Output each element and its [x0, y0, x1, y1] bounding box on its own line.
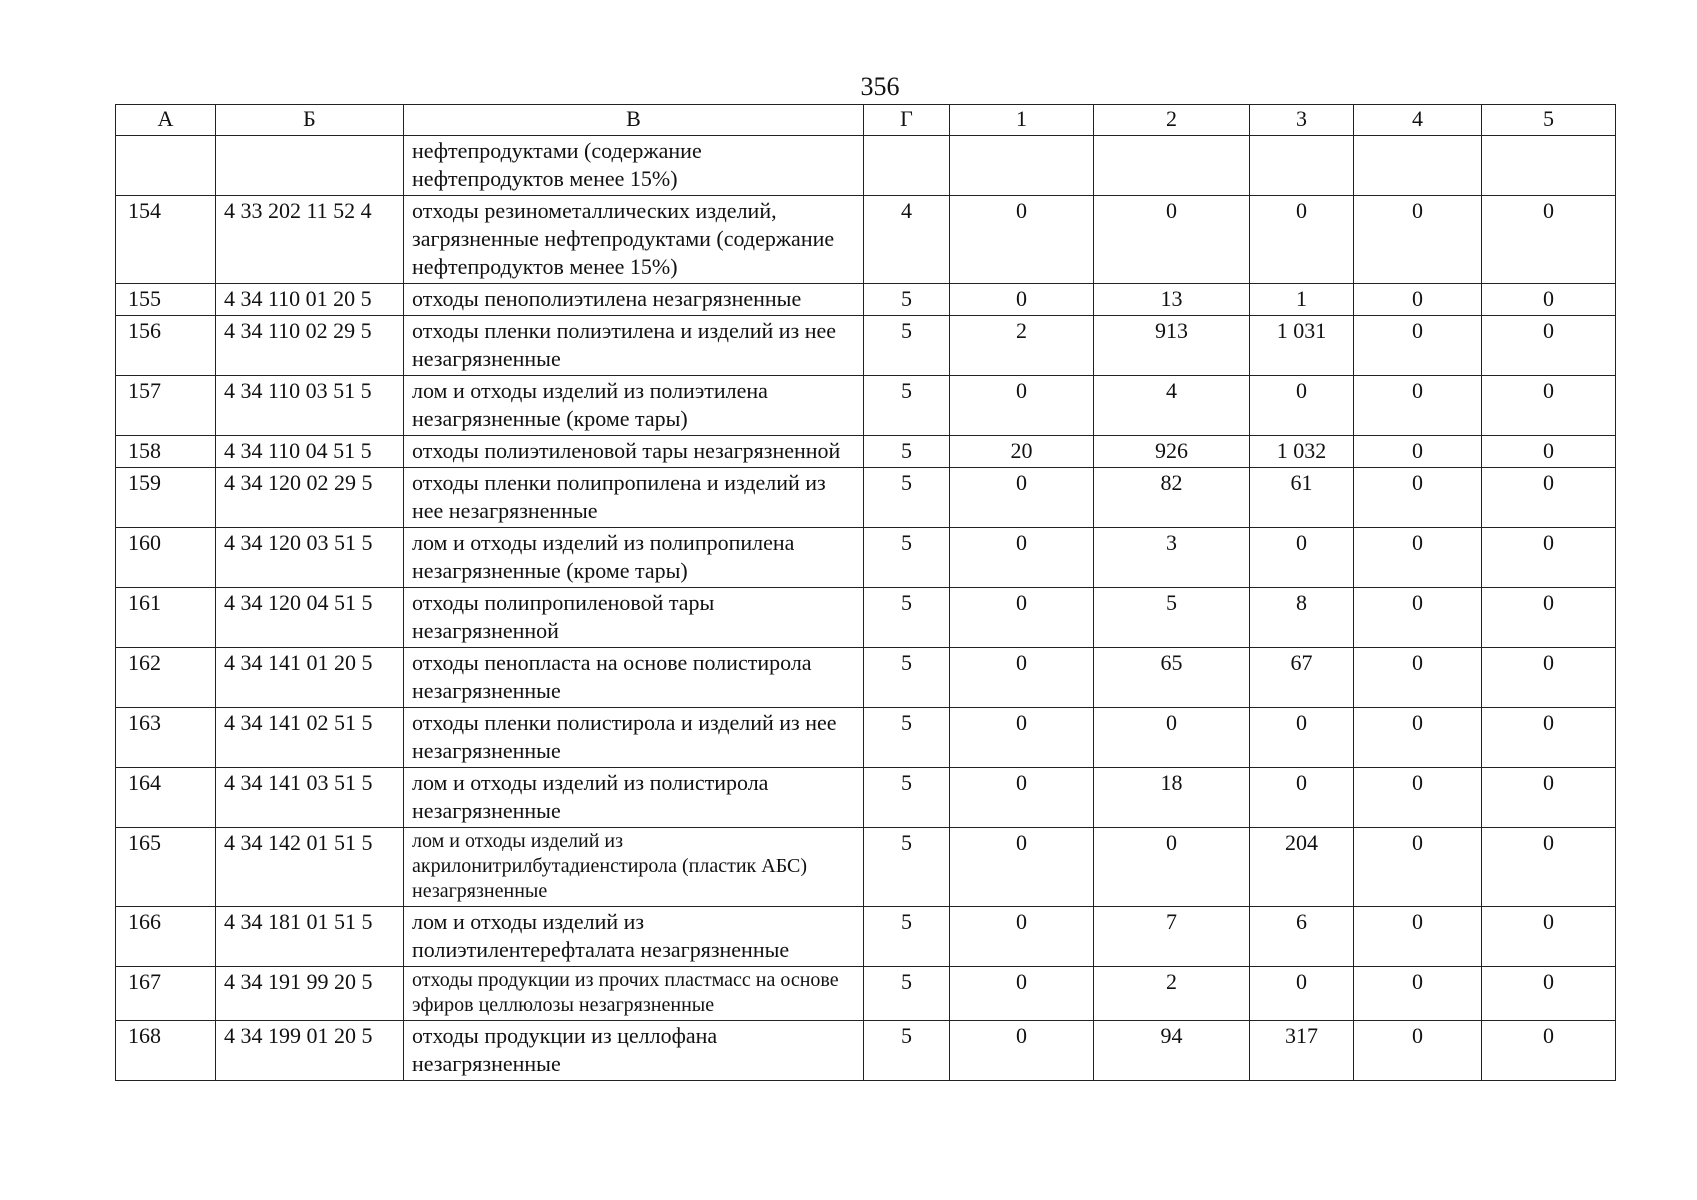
value-col-3-cell: 0	[1250, 967, 1354, 1021]
column-header: 3	[1250, 105, 1354, 136]
column-header: Г	[864, 105, 950, 136]
value-col-5-cell: 0	[1482, 588, 1616, 648]
waste-code-cell: 4 34 141 01 20 5	[216, 648, 404, 708]
hazard-class-cell: 5	[864, 907, 950, 967]
hazard-class-cell: 5	[864, 468, 950, 528]
value-col-3-cell: 1 031	[1250, 316, 1354, 376]
table-row	[116, 468, 1616, 528]
value-col-3-cell: 0	[1250, 528, 1354, 588]
value-col-3-cell: 61	[1250, 468, 1354, 528]
table-row	[116, 136, 1616, 196]
table-row	[116, 708, 1616, 768]
value-col-2-cell	[1094, 136, 1250, 196]
waste-table	[115, 104, 1616, 1081]
value-col-2-cell: 0	[1094, 708, 1250, 768]
hazard-class-cell: 5	[864, 967, 950, 1021]
value-col-3-cell: 0	[1250, 708, 1354, 768]
waste-code-cell: 4 33 202 11 52 4	[216, 196, 404, 284]
hazard-class-cell: 5	[864, 768, 950, 828]
waste-description-cell: отходы резинометаллических изделий, загрязненные нефтепродуктами (содержание нефтепродуктов менее 15%)	[404, 196, 864, 284]
hazard-class-cell: 5	[864, 1021, 950, 1081]
waste-code-cell: 4 34 191 99 20 5	[216, 967, 404, 1021]
value-col-5-cell: 0	[1482, 648, 1616, 708]
value-col-3-cell: 204	[1250, 828, 1354, 907]
value-col-5-cell: 0	[1482, 708, 1616, 768]
value-col-5-cell: 0	[1482, 284, 1616, 316]
value-col-1-cell: 0	[950, 588, 1094, 648]
value-col-3-cell: 1 032	[1250, 436, 1354, 468]
value-col-1-cell: 2	[950, 316, 1094, 376]
value-col-4-cell: 0	[1354, 828, 1482, 907]
hazard-class-cell: 5	[864, 436, 950, 468]
waste-code-cell: 4 34 110 01 20 5	[216, 284, 404, 316]
value-col-2-cell: 18	[1094, 768, 1250, 828]
value-col-3-cell: 1	[1250, 284, 1354, 316]
value-col-1-cell: 0	[950, 648, 1094, 708]
row-number-cell: 163	[116, 708, 216, 768]
table-row	[116, 768, 1616, 828]
waste-code-cell: 4 34 120 04 51 5	[216, 588, 404, 648]
waste-code-cell: 4 34 141 03 51 5	[216, 768, 404, 828]
waste-description-cell: отходы полипропиленовой тары незагрязненной	[404, 588, 864, 648]
waste-code-cell: 4 34 142 01 51 5	[216, 828, 404, 907]
row-number-cell: 168	[116, 1021, 216, 1081]
hazard-class-cell: 5	[864, 588, 950, 648]
waste-table-container	[115, 104, 1616, 1081]
value-col-2-cell: 0	[1094, 196, 1250, 284]
value-col-3-cell: 317	[1250, 1021, 1354, 1081]
value-col-4-cell: 0	[1354, 528, 1482, 588]
waste-description-cell: отходы полиэтиленовой тары незагрязненной	[404, 436, 864, 468]
value-col-4-cell: 0	[1354, 967, 1482, 1021]
value-col-2-cell: 0	[1094, 828, 1250, 907]
value-col-1-cell: 0	[950, 907, 1094, 967]
waste-description-cell: лом и отходы изделий из полиэтилентерефталата незагрязненные	[404, 907, 864, 967]
value-col-4-cell: 0	[1354, 1021, 1482, 1081]
waste-description-cell: лом и отходы изделий из полиэтилена незагрязненные (кроме тары)	[404, 376, 864, 436]
value-col-4-cell: 0	[1354, 436, 1482, 468]
table-row	[116, 907, 1616, 967]
table-row	[116, 967, 1616, 1021]
value-col-3-cell	[1250, 136, 1354, 196]
value-col-2-cell: 82	[1094, 468, 1250, 528]
value-col-4-cell: 0	[1354, 316, 1482, 376]
value-col-1-cell: 0	[950, 967, 1094, 1021]
value-col-3-cell: 0	[1250, 768, 1354, 828]
row-number-cell: 156	[116, 316, 216, 376]
value-col-4-cell: 0	[1354, 907, 1482, 967]
row-number-cell: 159	[116, 468, 216, 528]
value-col-1-cell: 0	[950, 708, 1094, 768]
waste-description-cell: отходы пенополиэтилена незагрязненные	[404, 284, 864, 316]
value-col-2-cell: 4	[1094, 376, 1250, 436]
value-col-5-cell: 0	[1482, 828, 1616, 907]
value-col-3-cell: 8	[1250, 588, 1354, 648]
value-col-5-cell	[1482, 136, 1616, 196]
value-col-5-cell: 0	[1482, 967, 1616, 1021]
value-col-2-cell: 94	[1094, 1021, 1250, 1081]
table-row	[116, 588, 1616, 648]
table-row	[116, 1021, 1616, 1081]
value-col-5-cell: 0	[1482, 528, 1616, 588]
waste-code-cell: 4 34 141 02 51 5	[216, 708, 404, 768]
value-col-2-cell: 65	[1094, 648, 1250, 708]
row-number-cell: 155	[116, 284, 216, 316]
waste-code-cell: 4 34 199 01 20 5	[216, 1021, 404, 1081]
hazard-class-cell: 5	[864, 376, 950, 436]
hazard-class-cell: 4	[864, 196, 950, 284]
value-col-1-cell: 0	[950, 768, 1094, 828]
table-row	[116, 316, 1616, 376]
value-col-4-cell	[1354, 136, 1482, 196]
value-col-5-cell: 0	[1482, 376, 1616, 436]
waste-description-cell: нефтепродуктами (содержание нефтепродуктов менее 15%)	[404, 136, 864, 196]
value-col-4-cell: 0	[1354, 648, 1482, 708]
value-col-1-cell: 0	[950, 284, 1094, 316]
table-body	[116, 136, 1616, 1081]
hazard-class-cell	[864, 136, 950, 196]
value-col-4-cell: 0	[1354, 284, 1482, 316]
hazard-class-cell: 5	[864, 648, 950, 708]
waste-code-cell: 4 34 110 04 51 5	[216, 436, 404, 468]
table-row	[116, 196, 1616, 284]
waste-description-cell: отходы пленки полиэтилена и изделий из нее незагрязненные	[404, 316, 864, 376]
hazard-class-cell: 5	[864, 316, 950, 376]
value-col-2-cell: 913	[1094, 316, 1250, 376]
value-col-4-cell: 0	[1354, 376, 1482, 436]
row-number-cell: 166	[116, 907, 216, 967]
value-col-2-cell: 3	[1094, 528, 1250, 588]
row-number-cell: 157	[116, 376, 216, 436]
column-header: А	[116, 105, 216, 136]
column-header: 2	[1094, 105, 1250, 136]
value-col-1-cell: 0	[950, 528, 1094, 588]
waste-description-cell: отходы продукции из целлофана незагрязненные	[404, 1021, 864, 1081]
value-col-4-cell: 0	[1354, 708, 1482, 768]
table-row	[116, 648, 1616, 708]
column-header: 5	[1482, 105, 1616, 136]
value-col-4-cell: 0	[1354, 196, 1482, 284]
value-col-1-cell	[950, 136, 1094, 196]
value-col-5-cell: 0	[1482, 196, 1616, 284]
value-col-1-cell: 0	[950, 376, 1094, 436]
value-col-1-cell: 0	[950, 468, 1094, 528]
waste-description-cell: отходы продукции из прочих пластмасс на основе эфиров целлюлозы незагрязненные	[404, 967, 864, 1021]
table-row	[116, 376, 1616, 436]
row-number-cell: 162	[116, 648, 216, 708]
value-col-4-cell: 0	[1354, 588, 1482, 648]
row-number-cell	[116, 136, 216, 196]
row-number-cell: 164	[116, 768, 216, 828]
hazard-class-cell: 5	[864, 284, 950, 316]
value-col-1-cell: 20	[950, 436, 1094, 468]
table-row	[116, 436, 1616, 468]
waste-description-cell: отходы пленки полистирола и изделий из нее незагрязненные	[404, 708, 864, 768]
waste-code-cell: 4 34 110 03 51 5	[216, 376, 404, 436]
hazard-class-cell: 5	[864, 828, 950, 907]
value-col-5-cell: 0	[1482, 316, 1616, 376]
column-header: В	[404, 105, 864, 136]
value-col-2-cell: 926	[1094, 436, 1250, 468]
hazard-class-cell: 5	[864, 708, 950, 768]
value-col-5-cell: 0	[1482, 907, 1616, 967]
value-col-1-cell: 0	[950, 1021, 1094, 1081]
value-col-2-cell: 7	[1094, 907, 1250, 967]
header-row	[116, 105, 1616, 136]
table-row	[116, 528, 1616, 588]
value-col-5-cell: 0	[1482, 1021, 1616, 1081]
value-col-3-cell: 67	[1250, 648, 1354, 708]
waste-description-cell: лом и отходы изделий из полипропилена незагрязненные (кроме тары)	[404, 528, 864, 588]
value-col-3-cell: 6	[1250, 907, 1354, 967]
value-col-2-cell: 5	[1094, 588, 1250, 648]
value-col-4-cell: 0	[1354, 468, 1482, 528]
row-number-cell: 158	[116, 436, 216, 468]
column-header: Б	[216, 105, 404, 136]
page-number: 356	[860, 72, 900, 101]
value-col-1-cell: 0	[950, 828, 1094, 907]
row-number-cell: 165	[116, 828, 216, 907]
row-number-cell: 167	[116, 967, 216, 1021]
waste-code-cell: 4 34 120 03 51 5	[216, 528, 404, 588]
waste-code-cell	[216, 136, 404, 196]
value-col-4-cell: 0	[1354, 768, 1482, 828]
waste-description-cell: отходы пенопласта на основе полистирола незагрязненные	[404, 648, 864, 708]
value-col-5-cell: 0	[1482, 436, 1616, 468]
waste-code-cell: 4 34 181 01 51 5	[216, 907, 404, 967]
value-col-2-cell: 2	[1094, 967, 1250, 1021]
table-row	[116, 828, 1616, 907]
hazard-class-cell: 5	[864, 528, 950, 588]
waste-description-cell: лом и отходы изделий из полистирола незагрязненные	[404, 768, 864, 828]
column-header: 1	[950, 105, 1094, 136]
value-col-3-cell: 0	[1250, 196, 1354, 284]
value-col-1-cell: 0	[950, 196, 1094, 284]
waste-code-cell: 4 34 110 02 29 5	[216, 316, 404, 376]
row-number-cell: 160	[116, 528, 216, 588]
waste-code-cell: 4 34 120 02 29 5	[216, 468, 404, 528]
waste-description-cell: отходы пленки полипропилена и изделий из нее незагрязненные	[404, 468, 864, 528]
row-number-cell: 154	[116, 196, 216, 284]
value-col-2-cell: 13	[1094, 284, 1250, 316]
value-col-5-cell: 0	[1482, 468, 1616, 528]
row-number-cell: 161	[116, 588, 216, 648]
value-col-3-cell: 0	[1250, 376, 1354, 436]
table-row	[116, 284, 1616, 316]
column-header: 4	[1354, 105, 1482, 136]
value-col-5-cell: 0	[1482, 768, 1616, 828]
waste-description-cell: лом и отходы изделий из акрилонитрилбутадиенстирола (пластик АБС) незагрязненные	[404, 828, 864, 907]
